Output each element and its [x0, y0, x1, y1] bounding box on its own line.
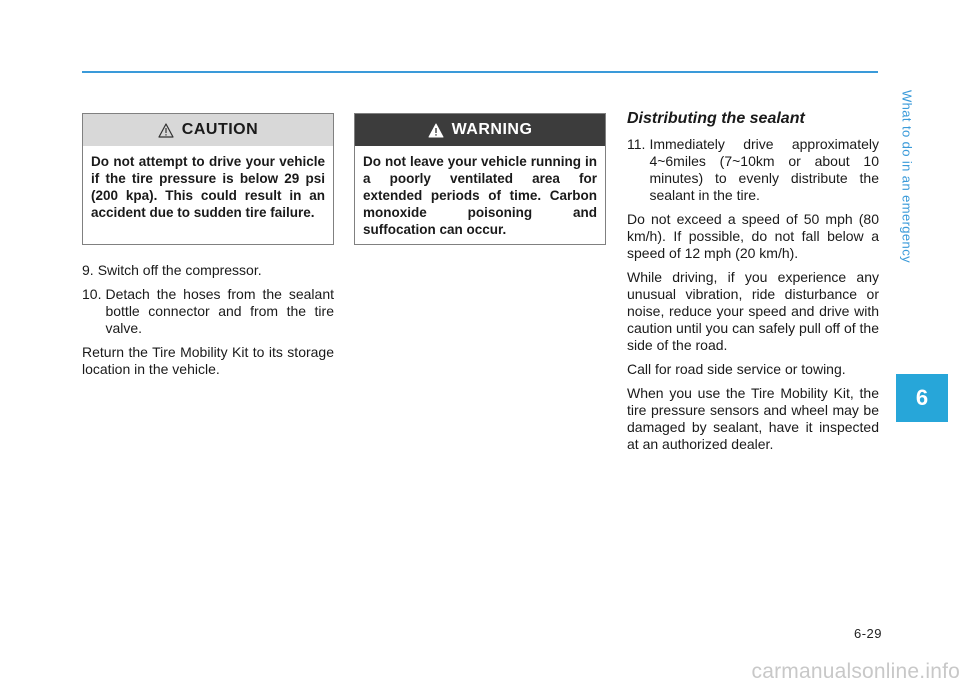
step-10 — [82, 286, 334, 337]
warning-title: WARNING — [451, 121, 533, 138]
step-11 — [627, 136, 879, 204]
step-text: Immediately drive approximately 4~6miles (7~10km or about 10 minutes) to evenly distribute the sealant in the tire. — [649, 136, 879, 203]
chapter-tab[interactable] — [896, 374, 948, 422]
vibration-paragraph: While driving, if you experience any unusual vibration, ride disturbance or noise, reduce your speed and drive with caution until you can safely pull off of the side of the road. — [627, 269, 879, 353]
section-label-text: What to do in an emergency — [899, 90, 915, 263]
section-title: Distributing the sealant — [627, 110, 805, 127]
caution-text: Do not attempt to drive your vehicle if the tire pressure is below 29 psi (200 kpa). This could result in an accident due to sudden tire failure. — [91, 154, 325, 220]
header-rule — [82, 71, 878, 73]
section-side-label — [895, 90, 919, 360]
watermark: carmanualsonline.info — [751, 660, 960, 683]
step-number: 11. — [627, 136, 646, 152]
caution-header — [83, 114, 333, 146]
sensor-paragraph: When you use the Tire Mobility Kit, the tire pressure sensors and wheel may be damaged by sealant, have it inspected at an authorized dealer. — [627, 385, 879, 452]
step-number: 10. — [82, 286, 102, 302]
caution-title: CAUTION — [181, 121, 259, 138]
service-paragraph: Call for road side service or towing. — [627, 361, 846, 377]
page-number: 6-29 — [853, 626, 882, 641]
caution-box — [82, 113, 334, 245]
warning-box — [354, 113, 606, 245]
speed-paragraph: Do not exceed a speed of 50 mph (80 km/h). If possible, do not fall below a speed of 12 mph (20 km/h). — [627, 211, 879, 261]
step-text: Switch off the compressor. — [97, 262, 262, 278]
warning-header — [355, 114, 605, 146]
warning-triangle-icon — [428, 123, 444, 138]
step-text: Detach the hoses from the sealant bottle connector and from the tire valve. — [105, 286, 334, 336]
caution-triangle-icon — [158, 123, 174, 138]
step-9 — [82, 262, 334, 279]
right-column — [627, 110, 879, 460]
chapter-number: 6 — [915, 385, 929, 410]
return-kit-paragraph: Return the Tire Mobility Kit to its storage location in the vehicle. — [82, 344, 334, 377]
warning-text: Do not leave your vehicle running in a poorly ventilated area for extended periods of time. Carbon monoxide poisoning and suffocation can occur. — [363, 154, 597, 237]
step-number: 9. — [82, 262, 94, 278]
left-column — [82, 262, 334, 385]
